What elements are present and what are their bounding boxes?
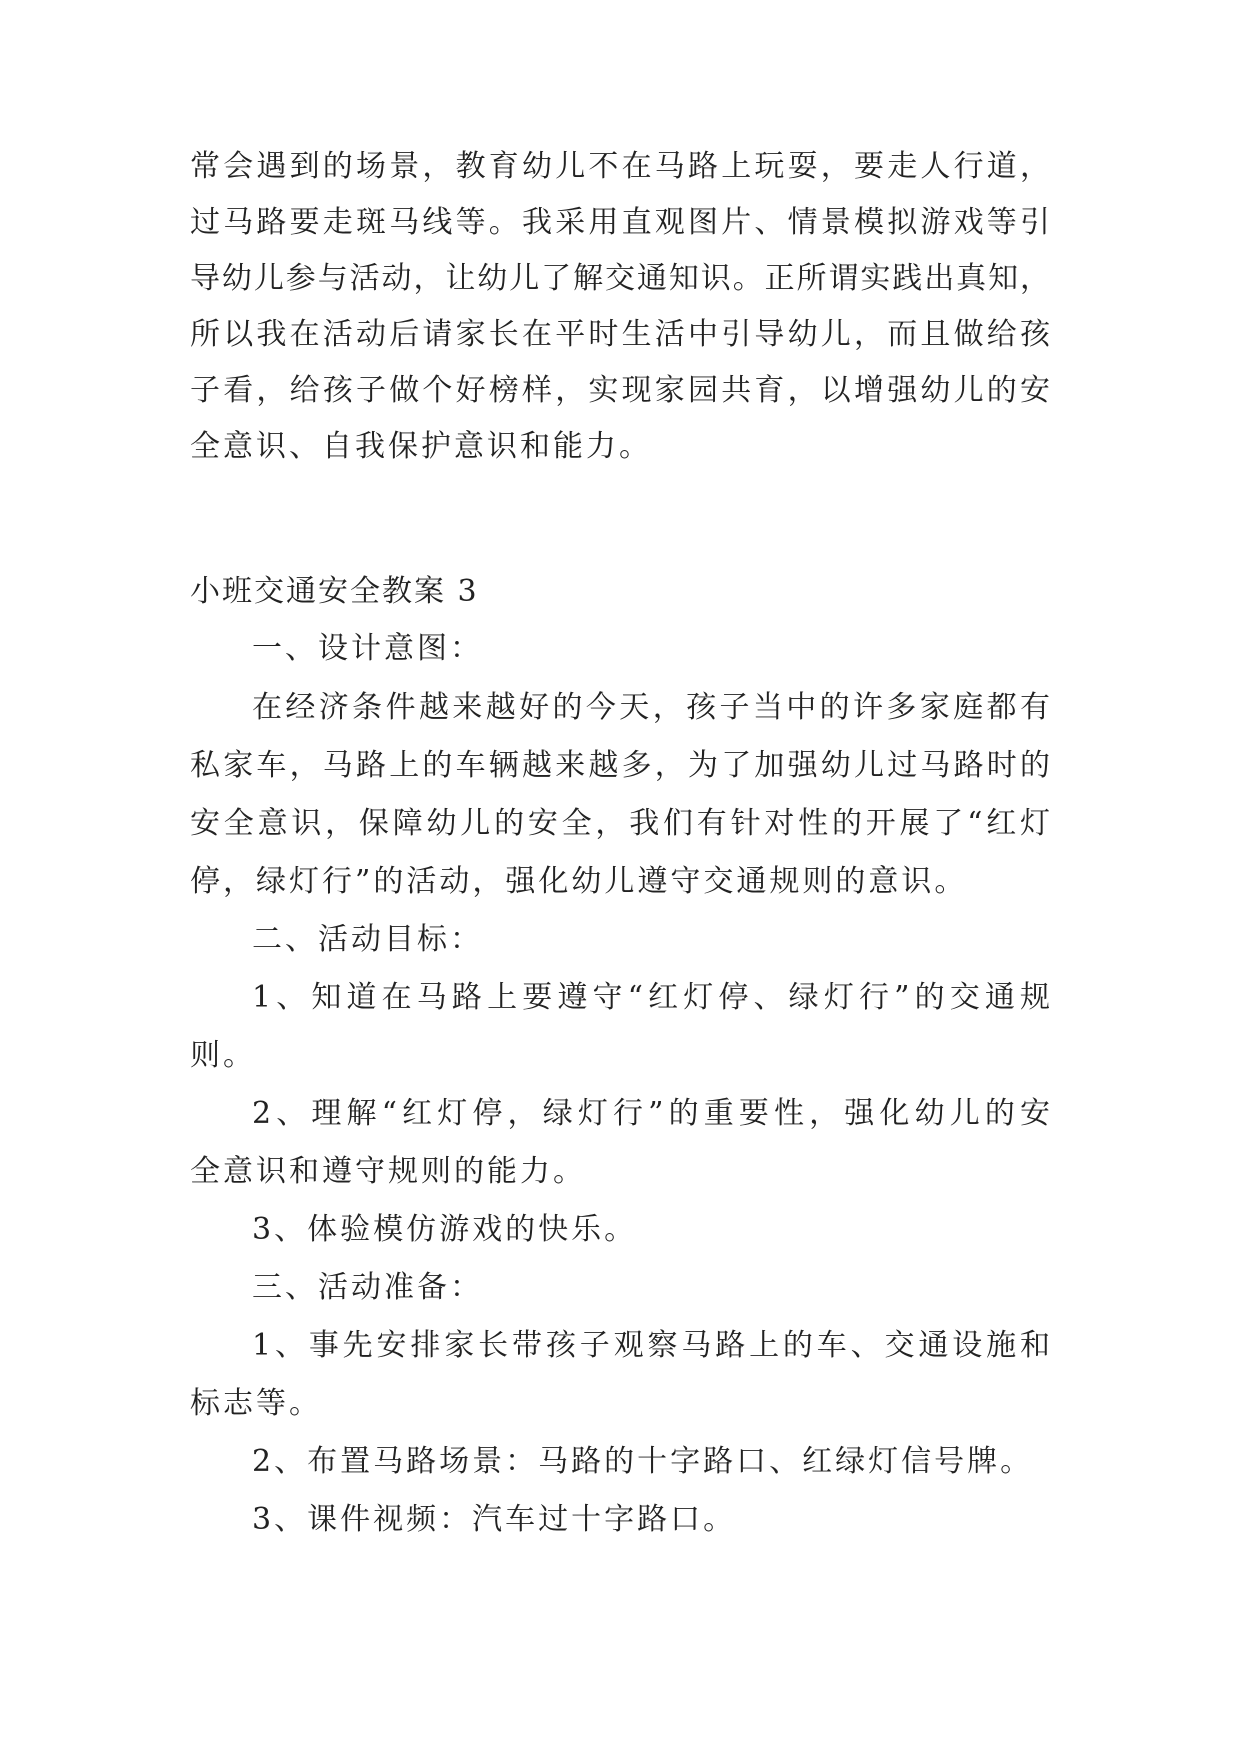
paragraph-line: 导幼儿参与活动，让幼儿了解交通知识。正所谓实践出真知， (190, 261, 1050, 296)
list-item-line: 2、布置马路场景：马路的十字路口、红绿灯信号牌。 (252, 1444, 1034, 1479)
list-item-line: 1、事先安排家长带孩子观察马路上的车、交通设施和 (252, 1328, 1050, 1363)
list-item-line: 标志等。 (190, 1386, 322, 1421)
paragraph-line: 安全意识，保障幼儿的安全，我们有针对性的开展了“红灯 (190, 806, 1050, 841)
paragraph-line: 全意识、自我保护意识和能力。 (190, 429, 652, 464)
list-item-line: 则。 (190, 1038, 256, 1073)
section-heading: 一、设计意图： (252, 631, 483, 666)
section-heading: 二、活动目标： (252, 922, 483, 957)
list-item-line: 全意识和遵守规则的能力。 (190, 1154, 586, 1189)
list-item-line: 1、知道在马路上要遵守“红灯停、绿灯行”的交通规 (252, 980, 1050, 1015)
paragraph-line: 子看，给孩子做个好榜样，实现家园共育，以增强幼儿的安 (190, 373, 1050, 408)
paragraph-line: 所以我在活动后请家长在平时生活中引导幼儿，而且做给孩 (190, 317, 1050, 352)
list-item-line: 3、体验模仿游戏的快乐。 (252, 1212, 638, 1247)
paragraph-line: 过马路要走斑马线等。我采用直观图片、情景模拟游戏等引 (190, 205, 1050, 240)
paragraph-line: 在经济条件越来越好的今天，孩子当中的许多家庭都有 (252, 690, 1050, 725)
list-item-line: 3、课件视频：汽车过十字路口。 (252, 1502, 737, 1537)
paragraph-line: 常会遇到的场景，教育幼儿不在马路上玩耍，要走人行道， (190, 149, 1050, 184)
section-heading: 三、活动准备： (252, 1270, 483, 1305)
paragraph-line: 停，绿灯行”的活动，强化幼儿遵守交通规则的意识。 (190, 864, 968, 899)
list-item-line: 2、理解“红灯停，绿灯行”的重要性，强化幼儿的安 (252, 1096, 1050, 1131)
section-title: 小班交通安全教案 3 (190, 574, 479, 609)
paragraph-line: 私家车，马路上的车辆越来越多，为了加强幼儿过马路时的 (190, 748, 1050, 783)
